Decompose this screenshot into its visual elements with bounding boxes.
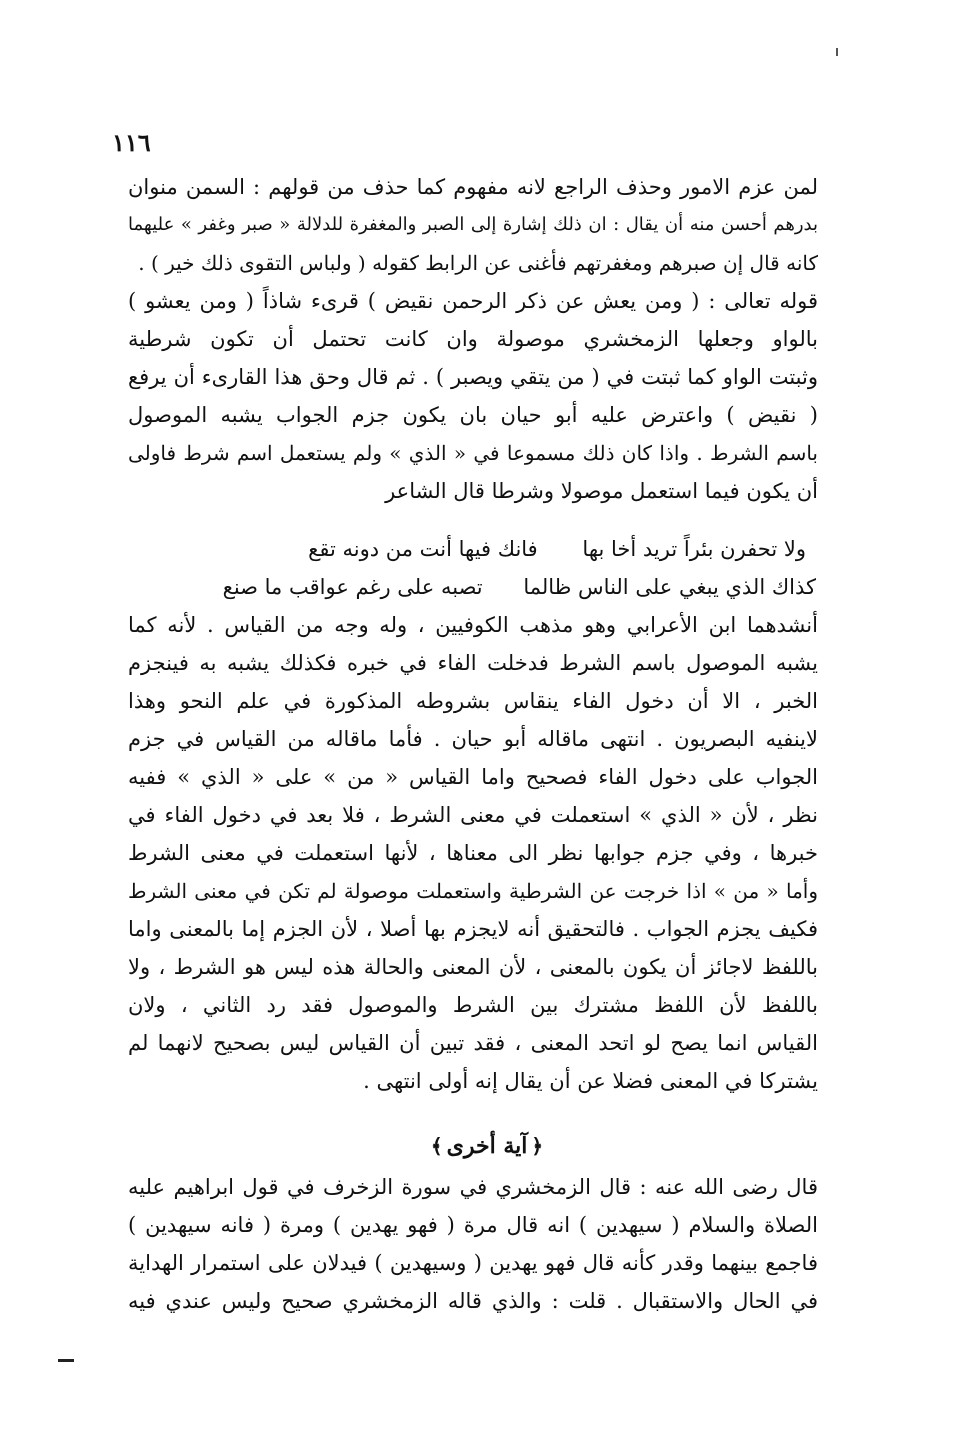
- text-line: باللفظ لأن اللفظ مشترك بين الشرط والموصول فقد رد الثاني ، ولان: [128, 993, 818, 1017]
- poem-verse-1: [308, 530, 806, 568]
- text-line: فكيف يجزم الجواب . فالتحقيق أنه لايجزم بها أصلا ، لأن الجزم إما بالمعنى واما: [128, 917, 818, 941]
- text-line: يشبه الموصول باسم الشرط فدخلت الفاء في خبره فكذلك يشبه به فينجزم: [128, 651, 818, 675]
- paragraph-3: [128, 606, 818, 1100]
- text-line: فاجمع بينهما وقدر كأنه قال فهو يهدين ( وسيهدين ) فيدلان على استمرار الهداية: [128, 1251, 818, 1275]
- paragraph-1: [128, 168, 818, 282]
- text-line: يشتركا في المعنى فضلا عن أن يقال إنه أولى انتهى .: [363, 1069, 818, 1093]
- scan-mark: [836, 48, 838, 56]
- text-line: باسم الشرط . واذا كان ذلك مسموعا في « الذي » ولم يستعمل اسم شرط فاولى: [128, 441, 818, 465]
- text-line: لمن عزم الامور وحذف الراجع لانه مفهوم كما حذف من قولهم : السمن منوان: [128, 175, 818, 199]
- poem-verse-2: [223, 568, 816, 606]
- text-line: بدرهم أحسن منه أن يقال : ان ذلك إشارة إلى الصبر والمغفرة للدلالة « صبر وغفر » عليهما: [128, 214, 818, 235]
- paragraph-2: [128, 282, 818, 510]
- text-line: أنشدهما ابن الأعرابي وهو مذهب الكوفيين ، وله وجه من القياس . لأنه كما: [128, 613, 818, 637]
- text-line: بالواو وجعلها الزمخشري موصولة وان كانت تحتمل أن تكون شرطية: [128, 327, 818, 351]
- text-line: خبرها ، وفي جزم جوابها نظر الى معناها ، لأنها استعملت في معنى الشرط: [128, 841, 818, 865]
- verse-hemistich-second: تصبه على رغم عواقب ما صنع: [222, 575, 483, 599]
- text-line: الصلاة والسلام ( سيهدين ) انه قال مرة ( فهو يهدين ) ومرة ( فانه سيهدين ): [128, 1213, 818, 1237]
- paragraph-4: [128, 1168, 818, 1320]
- verse-hemistich-second: فانك فيها أنت من دونه تقع: [308, 537, 538, 561]
- text-line: الخبر ، الا أن دخول الفاء ينقاس بشروطه المذكورة في علم النحو وهذا: [128, 689, 818, 713]
- section-heading-text: آية أخرى: [446, 1133, 528, 1159]
- text-line: ( نقيض ) واعترض عليه أبو حيان بان يكون جزم الجواب يشبه الموصول: [128, 403, 818, 427]
- text-line: أن يكون فيما استعمل موصولا وشرطا قال الشاعر: [385, 479, 818, 503]
- section-heading: [0, 1127, 974, 1165]
- text-line: قوله تعالى : ( ومن يعش عن ذكر الرحمن نقيض ) قرىء شاذاً ( ومن يعشو ): [128, 289, 818, 313]
- text-line: وأما « من » اذا خرجت عن الشرطية واستعملت موصولة لم تكن في معنى الشرط: [128, 879, 818, 903]
- text-line: القياس انما يصح لو اتحد المعنى ، فقد تبين أن القياس ليس بصحيح لانهما لم: [128, 1031, 818, 1055]
- text-line: قال رضى الله عنه : قال الزمخشري في سورة الزخرف في قول ابراهيم عليه: [128, 1175, 818, 1199]
- text-line: لاينفيه البصريون . انتهى ماقاله أبو حيان . فأما ماقاله من القياس في جزم: [128, 727, 818, 751]
- text-line: وثبتت الواو كما ثبتت في ( من يتقي ويصبر ) . ثم قال وحق هذا القارىء أن يرفع: [128, 365, 818, 389]
- text-line: في الحال والاستقبال . قلت : والذي قاله الزمخشري صحيح وليس عندي فيه: [128, 1289, 818, 1313]
- ornament-left-icon: ﴾: [430, 1134, 443, 1158]
- ornament-right-icon: ﴿: [531, 1134, 544, 1158]
- text-line: كانه قال إن صبرهم ومغفرتهم فأغنى عن الرابط كقوله ( ولباس التقوى ذلك خير ) .: [138, 251, 818, 275]
- verse-hemistich-first: ولا تحفرن بئراً تريد أخا بها: [582, 537, 806, 561]
- page-number: ١١٦: [112, 128, 151, 157]
- text-line: الجواب على دخول الفاء فصحيح واما القياس « من » على « الذي » ففيه: [128, 765, 818, 789]
- text-line: نظر ، لأن « الذي » استعملت في معنى الشرط ، فلا بعد في دخول الفاء في: [128, 803, 818, 827]
- text-line: باللفظ لاجائز أن يكون بالمعنى ، لأن المعنى والحالة هذه ليس هو الشرط ، ولا: [128, 955, 818, 979]
- margin-dash: [58, 1359, 74, 1362]
- verse-hemistich-first: كذاك الذي يبغي على الناس ظالما: [523, 575, 816, 599]
